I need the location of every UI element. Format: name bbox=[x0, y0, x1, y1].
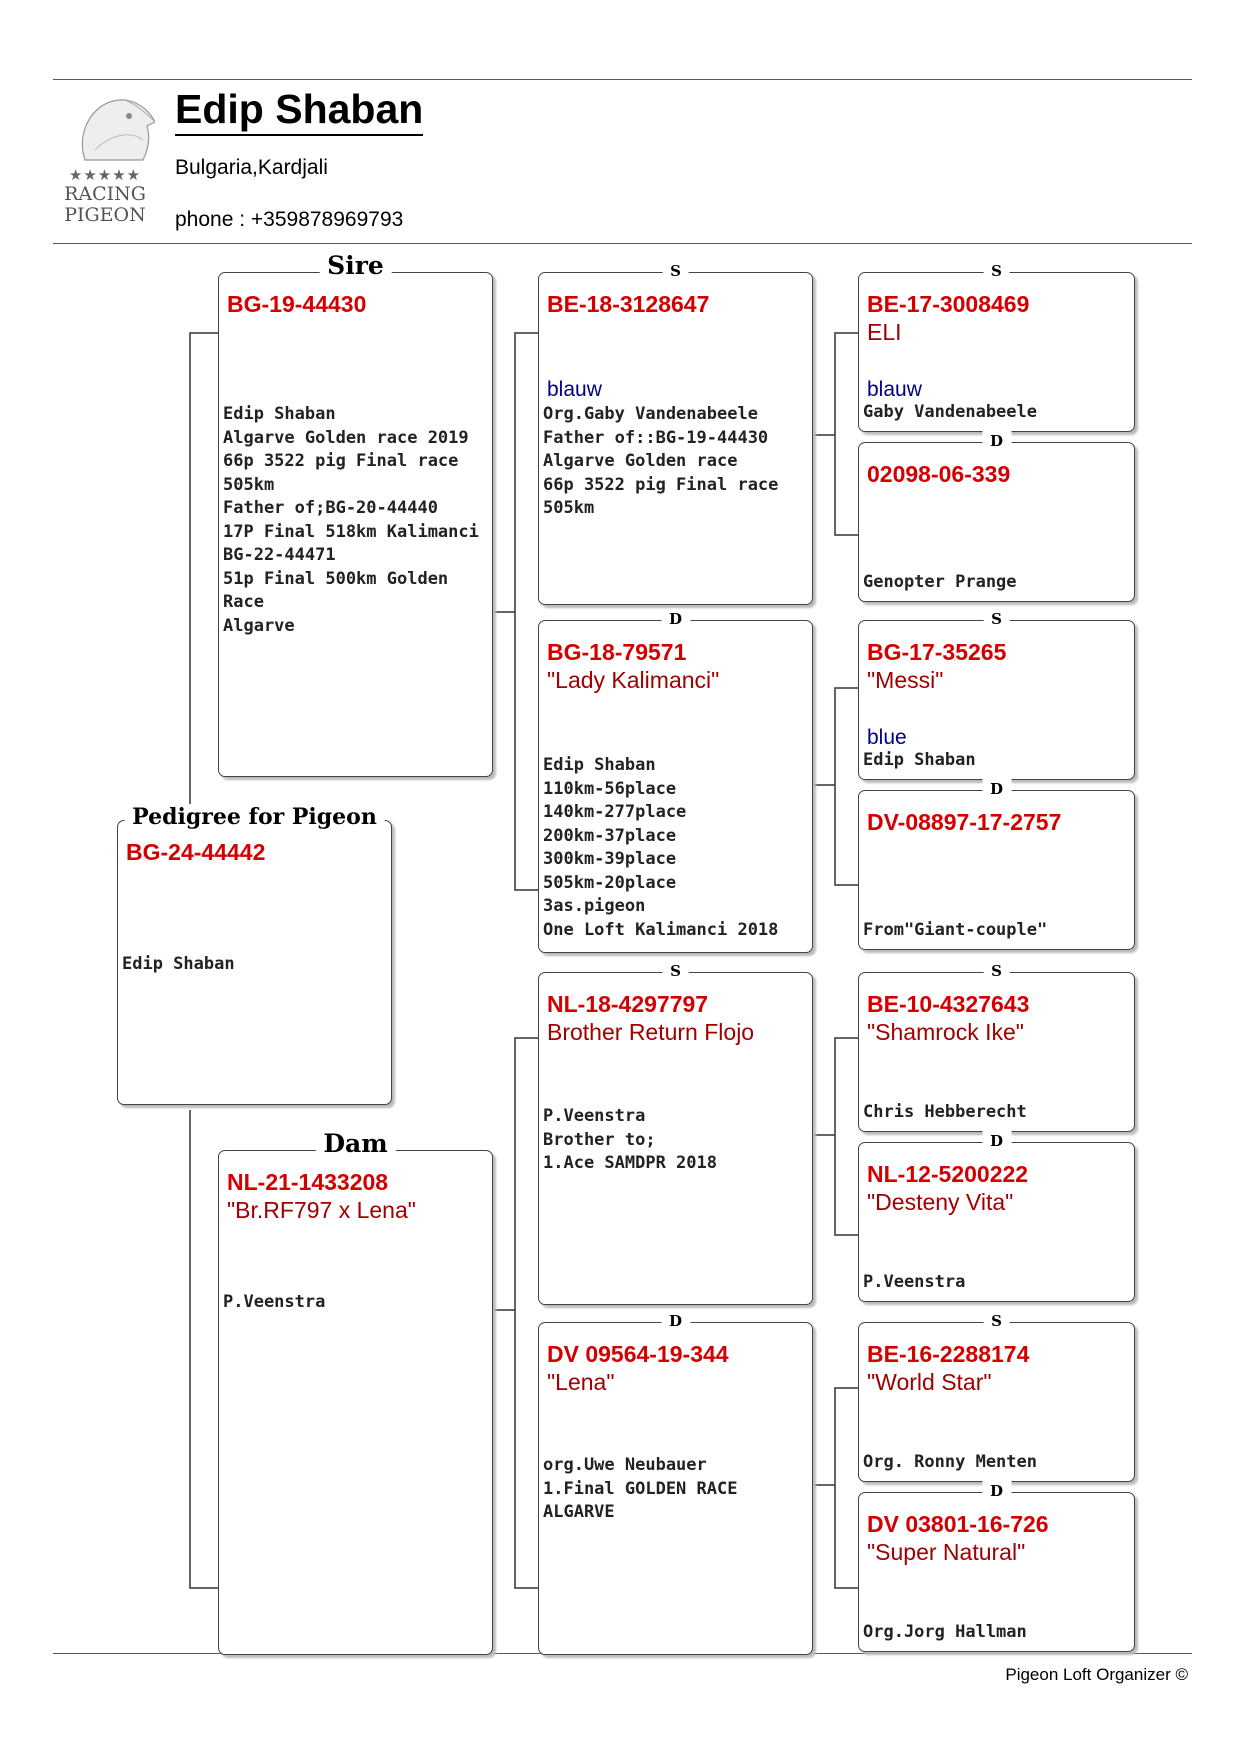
dsd-box[interactable] bbox=[858, 1132, 1135, 1302]
dsd-name: "Desteny Vita" bbox=[867, 1189, 1014, 1215]
sds-label: S bbox=[983, 609, 1010, 629]
dss-box[interactable] bbox=[858, 962, 1135, 1132]
sds-ring: BG-17-35265 bbox=[867, 639, 1007, 665]
subject-notes: Edip Shaban bbox=[122, 954, 235, 974]
dsd-notes: P.Veenstra bbox=[863, 1272, 966, 1292]
sss-label: S bbox=[983, 261, 1010, 281]
footer-credit: Pigeon Loft Organizer © bbox=[1005, 1665, 1188, 1684]
ddd-box[interactable] bbox=[858, 1482, 1135, 1652]
dsd-label: D bbox=[982, 1131, 1011, 1151]
sire-sire-notes: Org.Gaby Vandenabeele Father of::BG-19-44430 Algarve Golden race 66p 3522 pig Final race 505km bbox=[543, 404, 779, 518]
ddd-name: "Super Natural" bbox=[867, 1539, 1026, 1565]
sss-box[interactable] bbox=[858, 262, 1135, 432]
sds-name: "Messi" bbox=[867, 667, 944, 693]
sds-box[interactable] bbox=[858, 610, 1135, 780]
sss-ring: BE-17-3008469 bbox=[867, 291, 1030, 317]
sire-dam-label: D bbox=[661, 609, 690, 629]
sss-color: blauw bbox=[867, 378, 922, 401]
subject-ring: BG-24-44442 bbox=[126, 839, 266, 865]
sdd-ring: DV-08897-17-2757 bbox=[867, 809, 1062, 835]
dam-ring: NL-21-1433208 bbox=[227, 1169, 389, 1195]
dam-dam-notes: org.Uwe Neubauer 1.Final GOLDEN RACE ALGARVE bbox=[543, 1455, 738, 1522]
dds-notes: Org. Ronny Menten bbox=[863, 1452, 1037, 1472]
ddd-notes: Org.Jorg Hallman bbox=[863, 1622, 1027, 1642]
sire-label: Sire bbox=[319, 253, 392, 279]
subject-label: Pedigree for Pigeon bbox=[124, 804, 385, 830]
sire-dam-notes: Edip Shaban 110km-56place 140km-277place 200km-37place 300km-39place 505km-20place 3as.pigeon One Loft Kalimanci 2018 bbox=[543, 755, 779, 940]
dds-label: S bbox=[983, 1311, 1010, 1331]
dam-notes: P.Veenstra bbox=[223, 1292, 326, 1312]
dam-dam-label: D bbox=[661, 1311, 690, 1331]
sire-box[interactable] bbox=[218, 251, 493, 777]
sire-dam-box[interactable] bbox=[538, 610, 813, 953]
dss-name: "Shamrock Ike" bbox=[867, 1019, 1024, 1045]
dss-notes: Chris Hebberecht bbox=[863, 1102, 1027, 1122]
dam-dam-box[interactable] bbox=[538, 1312, 813, 1655]
dsd-ring: NL-12-5200222 bbox=[867, 1161, 1029, 1187]
dam-sire-notes: P.Veenstra Brother to; 1.Ace SAMDPR 2018 bbox=[543, 1106, 717, 1173]
dds-ring: BE-16-2288174 bbox=[867, 1341, 1030, 1367]
sss-name: ELI bbox=[867, 319, 902, 345]
dss-ring: BE-10-4327643 bbox=[867, 991, 1030, 1017]
sire-dam-ring: BG-18-79571 bbox=[547, 639, 687, 665]
logo-stars: ★★★★★ bbox=[68, 167, 142, 184]
dam-box[interactable] bbox=[218, 1129, 493, 1655]
ssd-box[interactable] bbox=[858, 432, 1135, 602]
logo-text-line2: PIGEON bbox=[64, 204, 146, 226]
sss-notes: Gaby Vandenabeele bbox=[863, 402, 1037, 422]
ddd-ring: DV 03801-16-726 bbox=[867, 1511, 1049, 1537]
dam-label: Dam bbox=[315, 1131, 395, 1157]
dss-label: S bbox=[983, 961, 1010, 981]
dam-sire-box[interactable] bbox=[538, 962, 813, 1305]
sire-dam-name: "Lady Kalimanci" bbox=[547, 667, 720, 693]
sdd-label: D bbox=[982, 779, 1011, 799]
sire-sire-color: blauw bbox=[547, 378, 602, 401]
owner-location: Bulgaria,Kardjali bbox=[175, 156, 328, 179]
ssd-notes: Genopter Prange bbox=[863, 572, 1017, 592]
sire-sire-box[interactable] bbox=[538, 262, 813, 605]
dam-sire-label: S bbox=[662, 961, 689, 981]
dam-sire-ring: NL-18-4297797 bbox=[547, 991, 709, 1017]
ssd-ring: 02098-06-339 bbox=[867, 461, 1011, 487]
sdd-box[interactable] bbox=[858, 780, 1135, 950]
sire-ring: BG-19-44430 bbox=[227, 291, 367, 317]
sds-color: blue bbox=[867, 726, 907, 749]
subject-pigeon-box[interactable] bbox=[117, 804, 392, 1105]
dds-box[interactable] bbox=[858, 1312, 1135, 1482]
dam-dam-ring: DV 09564-19-344 bbox=[547, 1341, 729, 1367]
sire-sire-label: S bbox=[662, 261, 689, 281]
owner-name: Edip Shaban bbox=[175, 86, 423, 136]
dam-sire-name: Brother Return Flojo bbox=[547, 1019, 755, 1045]
sire-sire-ring: BE-18-3128647 bbox=[547, 291, 710, 317]
dam-dam-name: "Lena" bbox=[547, 1369, 615, 1395]
sds-notes: Edip Shaban bbox=[863, 750, 976, 770]
dds-name: "World Star" bbox=[867, 1369, 992, 1395]
owner-phone: phone : +359878969793 bbox=[175, 208, 404, 231]
logo-text-line1: RACING bbox=[64, 183, 146, 205]
dam-name: "Br.RF797 x Lena" bbox=[227, 1197, 416, 1223]
sdd-notes: From"Giant-couple" bbox=[863, 920, 1048, 940]
sire-notes: Edip Shaban Algarve Golden race 2019 66p 3522 pig Final race 505km Father of;BG-20-44440 17P Final 518km Kalimanci BG-22-44471 51p Final 500km Golden Race Algarve bbox=[223, 404, 479, 636]
ssd-label: D bbox=[982, 431, 1011, 451]
ddd-label: D bbox=[982, 1481, 1011, 1501]
